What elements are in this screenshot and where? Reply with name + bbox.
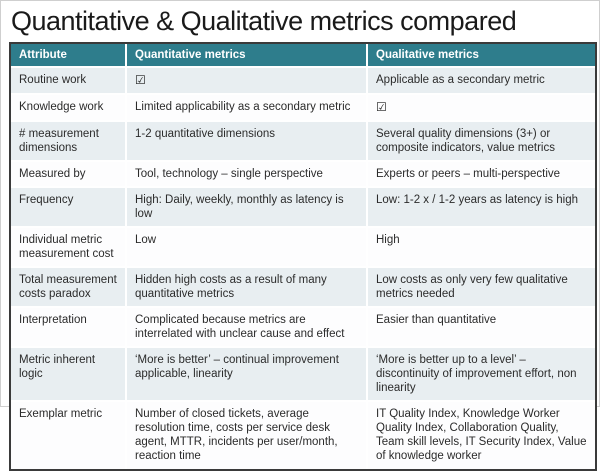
qualitative-cell: ‘More is better up to a level’ – discontinuity of improvement effort, non linearity — [366, 346, 595, 400]
attribute-cell: Routine work — [11, 66, 125, 93]
quantitative-cell: 1-2 quantitative dimensions — [125, 120, 366, 160]
header-qualitative-metrics: Qualitative metrics — [366, 44, 595, 66]
table-row — [11, 66, 595, 93]
attribute-cell: Measured by — [11, 160, 125, 186]
quantitative-cell: High: Daily, weekly, monthly as latency is low — [125, 186, 366, 226]
page-title: Quantitative & Qualitative metrics compared — [11, 6, 517, 36]
quantitative-cell: Low — [125, 226, 366, 266]
header-quantitative-metrics: Quantitative metrics — [125, 44, 366, 66]
table-header — [11, 44, 595, 66]
attribute-cell: Exemplar metric — [11, 400, 125, 469]
quantitative-cell: Limited applicability as a secondary metric — [125, 93, 366, 120]
table-row — [11, 306, 595, 346]
attribute-cell: Interpretation — [11, 306, 125, 346]
attribute-cell: Frequency — [11, 186, 125, 226]
checked-checkbox-icon: ☑ — [135, 73, 146, 87]
header-attribute: Attribute — [11, 44, 125, 66]
quantitative-cell: Hidden high costs as a result of many quantitative metrics — [125, 266, 366, 306]
table-row — [11, 120, 595, 160]
quantitative-cell: ‘More is better’ – continual improvement applicable, linearity — [125, 346, 366, 400]
slide — [1, 1, 599, 462]
qualitative-cell: High — [366, 226, 595, 266]
attribute-cell: # measurement dimensions — [11, 120, 125, 160]
qualitative-cell: Low: 1-2 x / 1-2 years as latency is high — [366, 186, 595, 226]
attribute-cell: Metric inherent logic — [11, 346, 125, 400]
attribute-cell: Total measurement costs paradox — [11, 266, 125, 306]
qualitative-cell: Low costs as only very few qualitative metrics needed — [366, 266, 595, 306]
table-row — [11, 93, 595, 120]
header-row — [11, 44, 595, 66]
attribute-cell: Individual metric measurement cost — [11, 226, 125, 266]
quantitative-cell — [125, 66, 366, 93]
attribute-cell: Knowledge work — [11, 93, 125, 120]
table-row — [11, 346, 595, 400]
qualitative-cell — [366, 93, 595, 120]
table-row — [11, 400, 595, 469]
qualitative-cell: Experts or peers – multi-perspective — [366, 160, 595, 186]
qualitative-cell: Applicable as a secondary metric — [366, 66, 595, 93]
table-row — [11, 186, 595, 226]
table-body — [11, 66, 595, 469]
checked-checkbox-icon: ☑ — [376, 100, 387, 114]
qualitative-cell: Several quality dimensions (3+) or composite indicators, value metrics — [366, 120, 595, 160]
quantitative-cell: Tool, technology – single perspective — [125, 160, 366, 186]
quantitative-cell: Number of closed tickets, average resolution time, costs per service desk agent, MTTR, incidents per user/month, reaction time — [125, 400, 366, 469]
qualitative-cell: Easier than quantitative — [366, 306, 595, 346]
table-row — [11, 266, 595, 306]
quantitative-cell: Complicated because metrics are interrelated with unclear cause and effect — [125, 306, 366, 346]
qualitative-cell: IT Quality Index, Knowledge Worker Quality Index, Collaboration Quality, Team skill levels, IT Security Index, Value of knowledge worker — [366, 400, 595, 469]
table-row — [11, 226, 595, 266]
table-row — [11, 160, 595, 186]
